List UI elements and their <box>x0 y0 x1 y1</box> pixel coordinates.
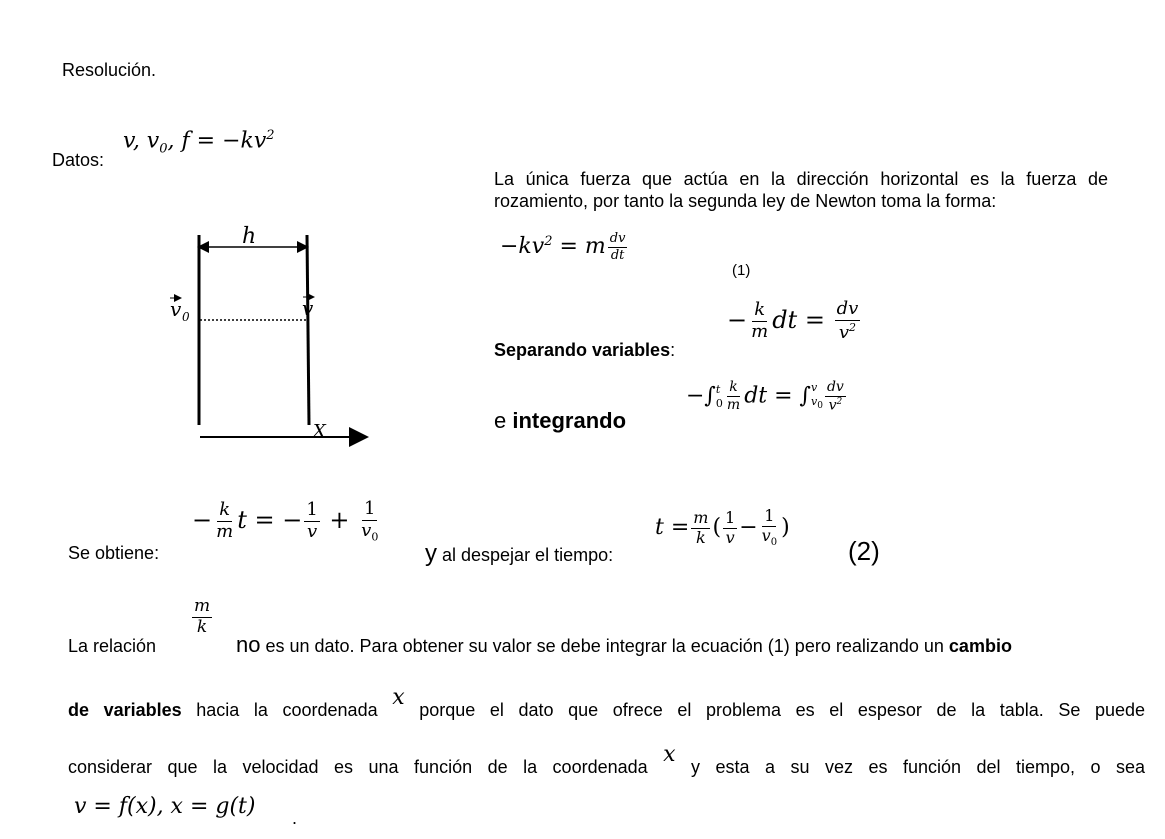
integrando-label: e integrando <box>494 408 627 433</box>
separated-equation: − $\frac{k}{m}$ dt = $\frac{dv}{v^2}$ <box>727 298 859 343</box>
equation-1: $-kv^2 = m$ $\frac{dv}{dt}$ <box>500 231 626 263</box>
relacion-line-2: de variables hacia la coordenada x porque el dato que ofrece el problema es el espesor de la tabla. Se puede <box>68 685 1146 720</box>
relacion-line-1: no es un dato. Para obtener su valor se debe integrar la ecuación (1) pero realizando un cambio <box>236 632 1012 657</box>
time-equation: t = $\frac{m}{k}$ ( $\frac{1}{v}$ − $\frac{1}{v_0}$ ) <box>655 506 790 548</box>
integrated-equation: −∫ t 0 $\frac{k}{m}$ dt = ∫ v $v_0$ $\frac{dv}{v^2}$ <box>686 379 844 414</box>
svg-text:v: v <box>170 297 182 321</box>
datos-label: Datos: <box>52 150 105 170</box>
final-dot: . <box>292 808 298 828</box>
v0-label <box>170 297 190 324</box>
intro-paragraph: La única fuerza que actúa en la dirección horizontal es la fuerza de rozamiento, por tanto la segunda ley de Newton toma la forma: <box>494 169 1108 211</box>
x-axis-label: X <box>313 421 326 442</box>
heading: Resolución. <box>62 60 157 80</box>
equation-1-number: (1) <box>732 262 751 279</box>
board-diagram <box>160 215 380 450</box>
obtiene-label: Se obtiene: <box>68 543 160 563</box>
svg-text:v: v <box>302 296 314 320</box>
v-label <box>302 296 314 320</box>
svg-text:0: 0 <box>182 310 190 324</box>
separando-label: Separando variables: <box>494 340 676 360</box>
m-over-k: $\frac{m}{k}$ <box>194 596 211 637</box>
final-equation: v = f(x), x = g(t) <box>74 794 256 819</box>
despejar-label: y al despejar el tiempo: <box>425 540 614 567</box>
relacion-start: La relación <box>68 636 157 656</box>
board-right-edge <box>307 235 309 425</box>
equation-2-number: (2) <box>848 536 880 566</box>
relacion-line-3: considerar que la velocidad es una función de la coordenada x y esta a su vez es función del tiempo, o sea <box>68 742 1146 777</box>
width-label: h <box>242 224 257 249</box>
obtained-equation: − $\frac{k}{m}$ t = − $\frac{1}{v}$ + $\frac{1}{v_0}$ <box>192 498 379 544</box>
datos-formula: v, $v_0$, $f = -kv^2$ <box>123 128 275 157</box>
